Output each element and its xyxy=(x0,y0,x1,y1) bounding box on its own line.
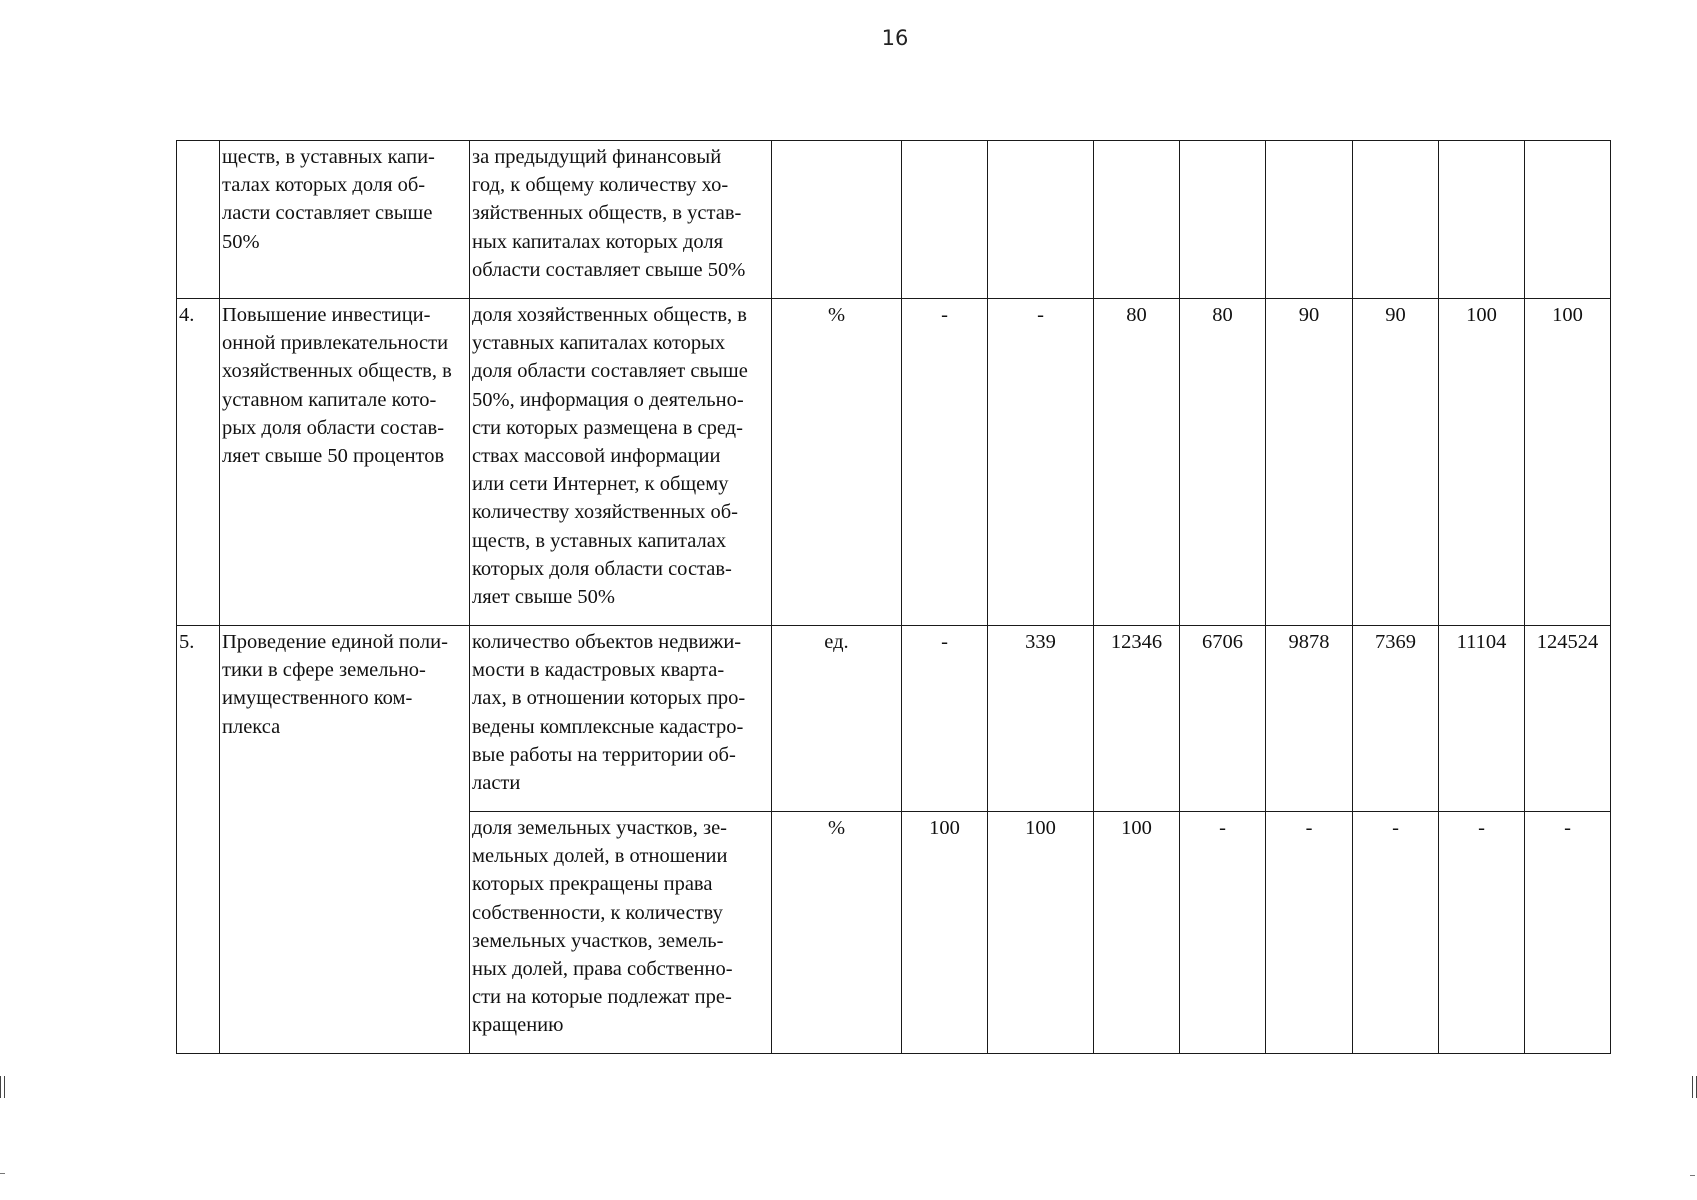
scan-edge-tick xyxy=(0,1173,5,1174)
scan-edge-tick xyxy=(1690,1175,1695,1176)
value-cell xyxy=(1439,141,1525,299)
row-number: 4. xyxy=(177,299,220,626)
value-cell: 80 xyxy=(1180,299,1266,626)
value-cell: - xyxy=(1439,812,1525,1054)
value-cell: 80 xyxy=(1094,299,1180,626)
goal-cell: ществ, в уставных капи- талах которых доля об- ласти составляет свыше 50% xyxy=(220,141,470,299)
table-row xyxy=(177,141,1611,299)
value-cell: 100 xyxy=(988,812,1094,1054)
indicator-cell: количество объектов недвижи- мости в кадастровых кварта- лах, в отношении которых про- ведены комплексные кадастро- вые работы на территории об- ласти xyxy=(470,626,772,812)
value-cell: - xyxy=(1180,812,1266,1054)
value-cell: - xyxy=(1266,812,1353,1054)
value-cell xyxy=(1525,141,1611,299)
value-cell xyxy=(1353,141,1439,299)
goal-cell: Повышение инвестици- онной привлекательности хозяйственных обществ, в уставном капитале кото- рых доля области состав- ляет свыше 50 процентов xyxy=(220,299,470,626)
scan-edge-mark xyxy=(1692,1076,1697,1098)
indicator-cell: за предыдущий финансовый год, к общему количеству хо- зяйственных обществ, в устав- ных капиталах которых доля области составляет свыше 50% xyxy=(470,141,772,299)
value-cell: 339 xyxy=(988,626,1094,812)
value-cell: 100 xyxy=(1094,812,1180,1054)
value-cell: 90 xyxy=(1353,299,1439,626)
value-cell: 100 xyxy=(902,812,988,1054)
value-cell: 6706 xyxy=(1180,626,1266,812)
indicator-cell: доля хозяйственных обществ, в уставных капиталах которых доля области составляет свыше 50%, информация о деятельно- сти которых размещена в сред- ствах массовой информации или сети Интернет, к общему количеству хозяйственных об- ществ, в уставных капиталах которых доля области состав- ляет свыше 50% xyxy=(470,299,772,626)
goal-cell: Проведение единой поли- тики в сфере земельно- имущественного ком- плекса xyxy=(220,626,470,1054)
value-cell: 100 xyxy=(1439,299,1525,626)
value-cell: 7369 xyxy=(1353,626,1439,812)
value-cell: 11104 xyxy=(1439,626,1525,812)
value-cell xyxy=(988,141,1094,299)
table-row xyxy=(177,626,1611,812)
value-cell: - xyxy=(902,299,988,626)
value-cell: 9878 xyxy=(1266,626,1353,812)
scan-edge-mark xyxy=(0,1076,5,1098)
value-cell: - xyxy=(1525,812,1611,1054)
value-cell: 100 xyxy=(1525,299,1611,626)
indicator-cell: доля земельных участков, зе- мельных долей, в отношении которых прекращены права собственности, к количеству земельных участков, земель- ных долей, права собственно- сти на которые подлежат пре- кращению xyxy=(470,812,772,1054)
unit-cell xyxy=(772,141,902,299)
value-cell xyxy=(1094,141,1180,299)
page-number: 16 xyxy=(881,26,909,50)
value-cell: 12346 xyxy=(1094,626,1180,812)
value-cell: - xyxy=(902,626,988,812)
indicators-table xyxy=(176,140,1611,1054)
unit-cell: ед. xyxy=(772,626,902,812)
row-number xyxy=(177,141,220,299)
value-cell xyxy=(902,141,988,299)
table-row xyxy=(177,299,1611,626)
value-cell: 124524 xyxy=(1525,626,1611,812)
value-cell: - xyxy=(1353,812,1439,1054)
value-cell xyxy=(1180,141,1266,299)
value-cell xyxy=(1266,141,1353,299)
value-cell: - xyxy=(988,299,1094,626)
row-number: 5. xyxy=(177,626,220,1054)
unit-cell: % xyxy=(772,812,902,1054)
value-cell: 90 xyxy=(1266,299,1353,626)
unit-cell: % xyxy=(772,299,902,626)
